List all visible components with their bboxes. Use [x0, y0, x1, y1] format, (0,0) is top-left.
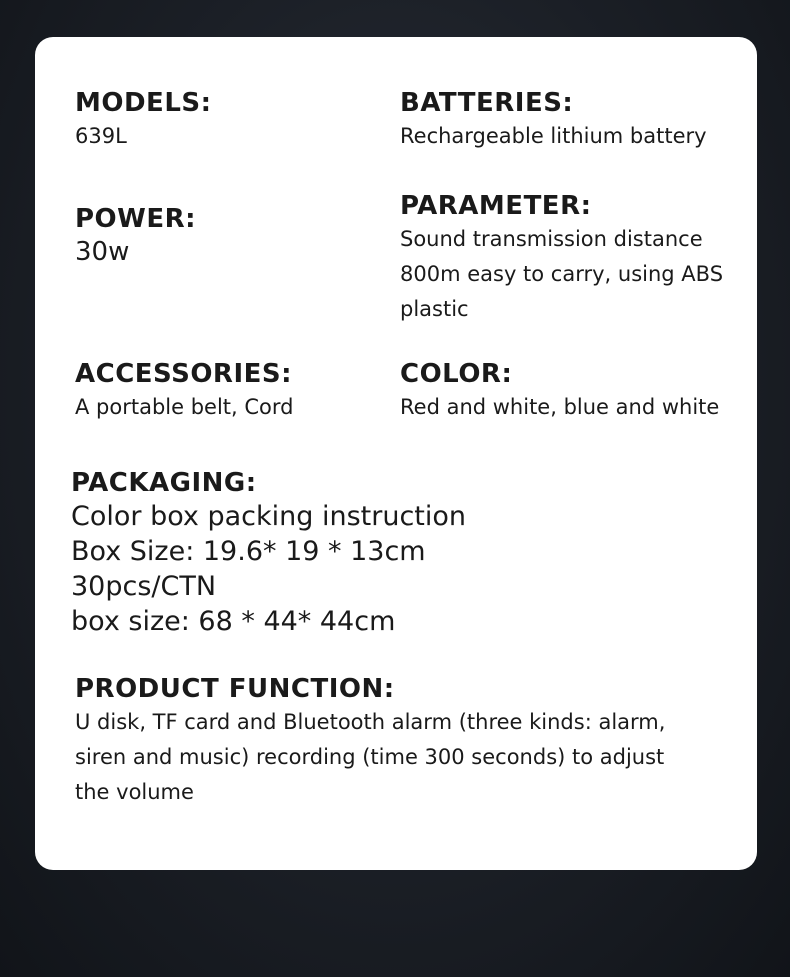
parameter-line: Sound transmission distance: [400, 227, 703, 251]
batteries-label: BATTERIES:: [400, 88, 574, 118]
color-label: COLOR:: [400, 359, 513, 389]
packaging-section: [71, 467, 466, 639]
batteries-value: Rechargeable lithium battery: [400, 124, 707, 148]
models-section: [75, 87, 212, 154]
accessories-value: A portable belt, Cord: [75, 395, 294, 419]
packaging-line: Box Size: 19.6* 19 * 13cm: [71, 536, 426, 567]
spec-card: [35, 37, 757, 870]
power-label: POWER:: [75, 204, 197, 234]
power-section: [75, 203, 196, 270]
models-value: 639L: [75, 124, 127, 148]
product-function-line: the volume: [75, 780, 194, 804]
packaging-label: PACKAGING:: [71, 468, 257, 498]
models-label: MODELS:: [75, 88, 212, 118]
accessories-section: [75, 358, 294, 425]
batteries-section: [400, 87, 707, 154]
packaging-line: box size: 68 * 44* 44cm: [71, 606, 396, 637]
product-function-label: PRODUCT FUNCTION:: [75, 674, 395, 704]
power-value: 30w: [75, 237, 130, 267]
product-function-section: [75, 673, 665, 810]
color-section: [400, 358, 719, 425]
parameter-line: 800m easy to carry, using ABS: [400, 262, 724, 286]
product-function-line: U disk, TF card and Bluetooth alarm (three kinds: alarm,: [75, 710, 666, 734]
parameter-section: [400, 190, 723, 327]
parameter-label: PARAMETER:: [400, 191, 592, 221]
parameter-line: plastic: [400, 297, 469, 321]
packaging-line: Color box packing instruction: [71, 501, 467, 532]
packaging-line: 30pcs/CTN: [71, 571, 217, 602]
accessories-label: ACCESSORIES:: [75, 359, 293, 389]
color-value: Red and white, blue and white: [400, 395, 720, 419]
product-function-line: siren and music) recording (time 300 seconds) to adjust: [75, 745, 665, 769]
